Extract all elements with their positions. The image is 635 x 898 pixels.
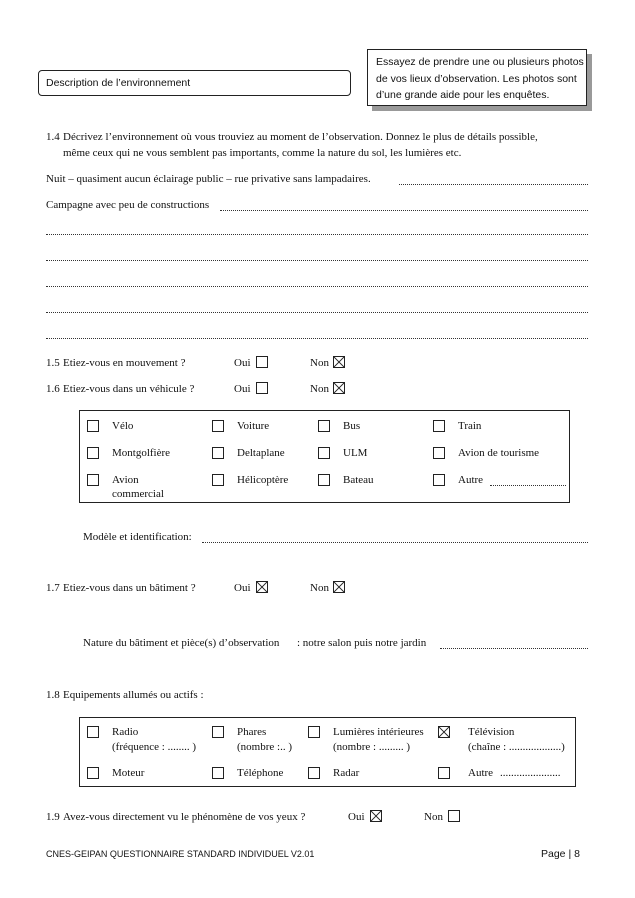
q15-number: 1.5	[46, 357, 60, 369]
model-label: Modèle et identification:	[83, 531, 192, 543]
vehicle-ulm-checkbox[interactable]	[318, 447, 330, 459]
q19-oui-checkbox[interactable]	[370, 810, 382, 822]
equipment-phares-label: Phares	[237, 726, 267, 738]
equipment-radio-frequency: (fréquence : ........ )	[112, 741, 196, 753]
q15-oui-label: Oui	[234, 357, 251, 369]
vehicle-bus-label: Bus	[343, 420, 361, 432]
q14-blank-line[interactable]	[46, 234, 588, 235]
equipment-lumieres-label: Lumières intérieures	[333, 726, 424, 738]
vehicle-train-checkbox[interactable]	[433, 420, 445, 432]
equipment-autre-checkbox[interactable]	[438, 767, 450, 779]
q17-text: Etiez-vous dans un bâtiment ?	[63, 582, 196, 594]
equipment-lumieres-checkbox[interactable]	[308, 726, 320, 738]
vehicle-voiture-label: Voiture	[237, 420, 270, 432]
equipment-moteur-checkbox[interactable]	[87, 767, 99, 779]
section-label: Description de l’environnement	[46, 77, 191, 89]
q16-number: 1.6	[46, 383, 60, 395]
vehicle-montgolfiere-label: Montgolfière	[112, 447, 171, 459]
q17-non-label: Non	[310, 582, 329, 594]
q17-oui-checkbox[interactable]	[256, 581, 268, 593]
equipment-autre-dots[interactable]: ......................	[500, 767, 561, 779]
vehicle-bus-checkbox[interactable]	[318, 420, 330, 432]
equipment-telephone-label: Téléphone	[237, 767, 284, 779]
q19-text: Avez-vous directement vu le phénomène de vos yeux ?	[63, 811, 306, 823]
q19-non-label: Non	[424, 811, 443, 823]
q14-blank-line[interactable]	[46, 286, 588, 287]
q14-answer1: Nuit – quasiment aucun éclairage public – rue privative sans lampadaires.	[46, 173, 371, 185]
q15-non-checkbox[interactable]	[333, 356, 345, 368]
photo-note-line1: Essayez de prendre une ou plusieurs photos	[376, 56, 584, 68]
vehicle-deltaplane-checkbox[interactable]	[212, 447, 224, 459]
building-nature-label: Nature du bâtiment et pièce(s) d’observation	[83, 637, 280, 649]
q16-oui-label: Oui	[234, 383, 251, 395]
vehicle-avion-tourisme-label: Avion de tourisme	[458, 447, 540, 459]
footer-separator: |	[568, 848, 572, 860]
vehicle-avion-commercial-checkbox[interactable]	[87, 474, 99, 486]
q14-answer2-line[interactable]	[220, 210, 588, 211]
vehicle-bateau-checkbox[interactable]	[318, 474, 330, 486]
q14-blank-line[interactable]	[46, 312, 588, 313]
equipment-moteur-label: Moteur	[112, 767, 145, 779]
q18-text: Equipements allumés ou actifs :	[63, 689, 204, 701]
footer-document-id: CNES-GEIPAN QUESTIONNAIRE STANDARD INDIVIDUEL V2.01	[46, 849, 315, 859]
equipment-phares-count: (nombre :.. )	[237, 741, 292, 753]
q15-non-label: Non	[310, 357, 329, 369]
q16-text: Etiez-vous dans un véhicule ?	[63, 383, 195, 395]
q16-oui-checkbox[interactable]	[256, 382, 268, 394]
q14-answer2: Campagne avec peu de constructions	[46, 199, 210, 211]
equipment-radio-checkbox[interactable]	[87, 726, 99, 738]
vehicle-autre-line[interactable]	[490, 485, 566, 486]
vehicle-helicoptere-checkbox[interactable]	[212, 474, 224, 486]
vehicle-train-label: Train	[458, 420, 482, 432]
vehicle-autre-label: Autre	[458, 474, 484, 486]
equipment-television-channel: (chaîne : ...................)	[468, 741, 565, 753]
q14-number: 1.4	[46, 131, 60, 143]
vehicle-montgolfiere-checkbox[interactable]	[87, 447, 99, 459]
vehicle-avion-commercial-label-line2: commercial	[112, 488, 164, 500]
q17-oui-label: Oui	[234, 582, 251, 594]
q15-oui-checkbox[interactable]	[256, 356, 268, 368]
q17-number: 1.7	[46, 582, 60, 594]
vehicle-velo-checkbox[interactable]	[87, 420, 99, 432]
photo-note-line3: d’une grande aide pour les enquêtes.	[376, 89, 550, 101]
equipment-radio-label: Radio	[112, 726, 139, 738]
q19-oui-label: Oui	[348, 811, 365, 823]
vehicle-avion-tourisme-checkbox[interactable]	[433, 447, 445, 459]
vehicle-voiture-checkbox[interactable]	[212, 420, 224, 432]
equipment-radar-checkbox[interactable]	[308, 767, 320, 779]
q15-text: Etiez-vous en mouvement ?	[63, 357, 186, 369]
equipment-autre-label: Autre	[468, 767, 494, 779]
photo-note-line2: de vos lieux d’observation. Les photos sont	[376, 73, 577, 85]
q18-number: 1.8	[46, 689, 60, 701]
vehicle-velo-label: Vélo	[112, 420, 134, 432]
footer-page-number: 8	[574, 848, 580, 860]
q14-blank-line[interactable]	[46, 338, 588, 339]
q19-number: 1.9	[46, 811, 60, 823]
q14-text-line1: Décrivez l’environnement où vous trouviez au moment de l’observation. Donnez le plus de détails possible,	[63, 131, 538, 143]
equipment-phares-checkbox[interactable]	[212, 726, 224, 738]
vehicle-ulm-label: ULM	[343, 447, 368, 459]
vehicle-avion-commercial-label-line1: Avion	[112, 474, 139, 486]
vehicle-bateau-label: Bateau	[343, 474, 374, 486]
q14-answer1-line[interactable]	[399, 184, 588, 185]
equipment-television-checkbox[interactable]	[438, 726, 450, 738]
footer-page	[541, 848, 580, 860]
q16-non-checkbox[interactable]	[333, 382, 345, 394]
q14-text-line2: même ceux qui ne vous semblent pas importants, comme la nature du sol, les lumières etc.	[63, 147, 462, 159]
q16-non-label: Non	[310, 383, 329, 395]
vehicle-deltaplane-label: Deltaplane	[237, 447, 285, 459]
model-input-line[interactable]	[202, 542, 588, 543]
equipment-radar-label: Radar	[333, 767, 360, 779]
equipment-television-label: Télévision	[468, 726, 515, 738]
equipment-lumieres-count: (nombre : ......... )	[333, 741, 410, 753]
equipment-telephone-checkbox[interactable]	[212, 767, 224, 779]
building-nature-line[interactable]	[440, 648, 588, 649]
q14-blank-line[interactable]	[46, 260, 588, 261]
vehicle-autre-checkbox[interactable]	[433, 474, 445, 486]
vehicle-helicoptere-label: Hélicoptère	[237, 474, 289, 486]
q19-non-checkbox[interactable]	[448, 810, 460, 822]
building-nature-value: : notre salon puis notre jardin	[297, 637, 427, 649]
footer-page-label: Page	[541, 848, 566, 860]
q17-non-checkbox[interactable]	[333, 581, 345, 593]
